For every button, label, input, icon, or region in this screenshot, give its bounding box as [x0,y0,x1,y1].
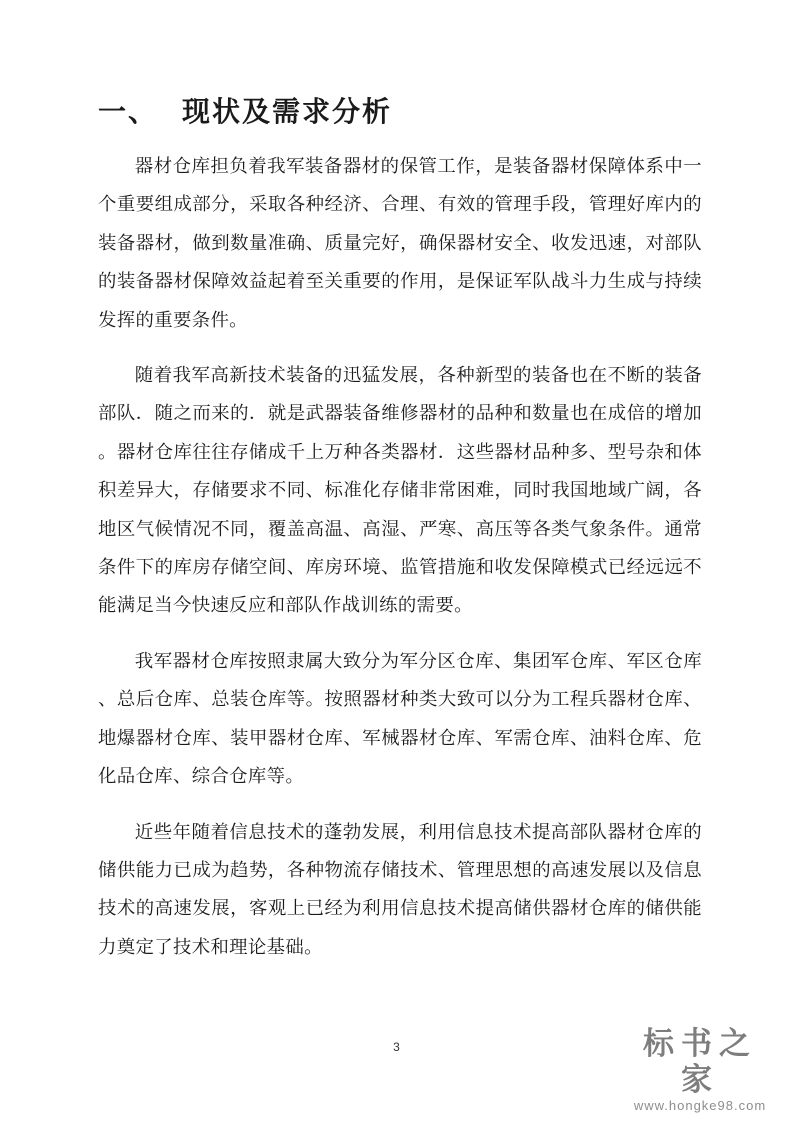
paragraph-4: 近些年随着信息技术的蓬勃发展，利用信息技术提高部队器材仓库的储供能力已成为趋势，各种物流存储技术、管理思想的高速发展以及信息技术的高速发展，客观上已经为利用信息技术提高储供器材仓库的储供能力奠定了技术和理论基础。 [98,821,702,958]
paragraph-2: 随着我军高新技术装备的迅猛发展，各种新型的装备也在不断的装备部队．随之而来的．就是武器装备维修器材的品种和数量也在成倍的增加。器材仓库往往存储成千上万种各类器材．这些器材品种多、型号杂和体积差异大，存储要求不同、标准化存储非常困难，同时我国地域广阔，各地区气候情况不同，覆盖高温、高湿、严寒、高压等各类气象条件。通常条件下的库房存储空间、库房环境、监管措施和收发保障模式已经远远不能满足当今快速反应和部队作战训练的需要。 [98,365,702,617]
section-heading [98,92,658,132]
watermark-logo [625,1026,775,1114]
body-text [98,148,702,984]
watermark-title: 标书之家 [643,1026,757,1098]
page-number: 3 [393,1040,400,1054]
section-title: 现状及需求分析 [182,95,393,128]
section-number: 一、 [98,95,159,128]
watermark-url: www.hongke98.com [633,1098,767,1113]
paragraph-3: 我军器材仓库按照隶属大致分为军分区仓库、集团军仓库、军区仓库、总后仓库、总装仓库等。按照器材种类大致可以分为工程兵器材仓库、地爆器材仓库、装甲器材仓库、军械器材仓库、军需仓库、油料仓库、危化品仓库、综合仓库等。 [98,650,702,788]
paragraph-1: 器材仓库担负着我军装备器材的保管工作，是装备器材保障体系中一个重要组成部分，采取各种经济、合理、有效的管理手段，管理好库内的装备器材，做到数量准确、质量完好，确保器材安全、收发迅速，对部队的装备器材保障效益起着至关重要的作用，是保证军队战斗力生成与持续发挥的重要条件。 [98,156,702,331]
